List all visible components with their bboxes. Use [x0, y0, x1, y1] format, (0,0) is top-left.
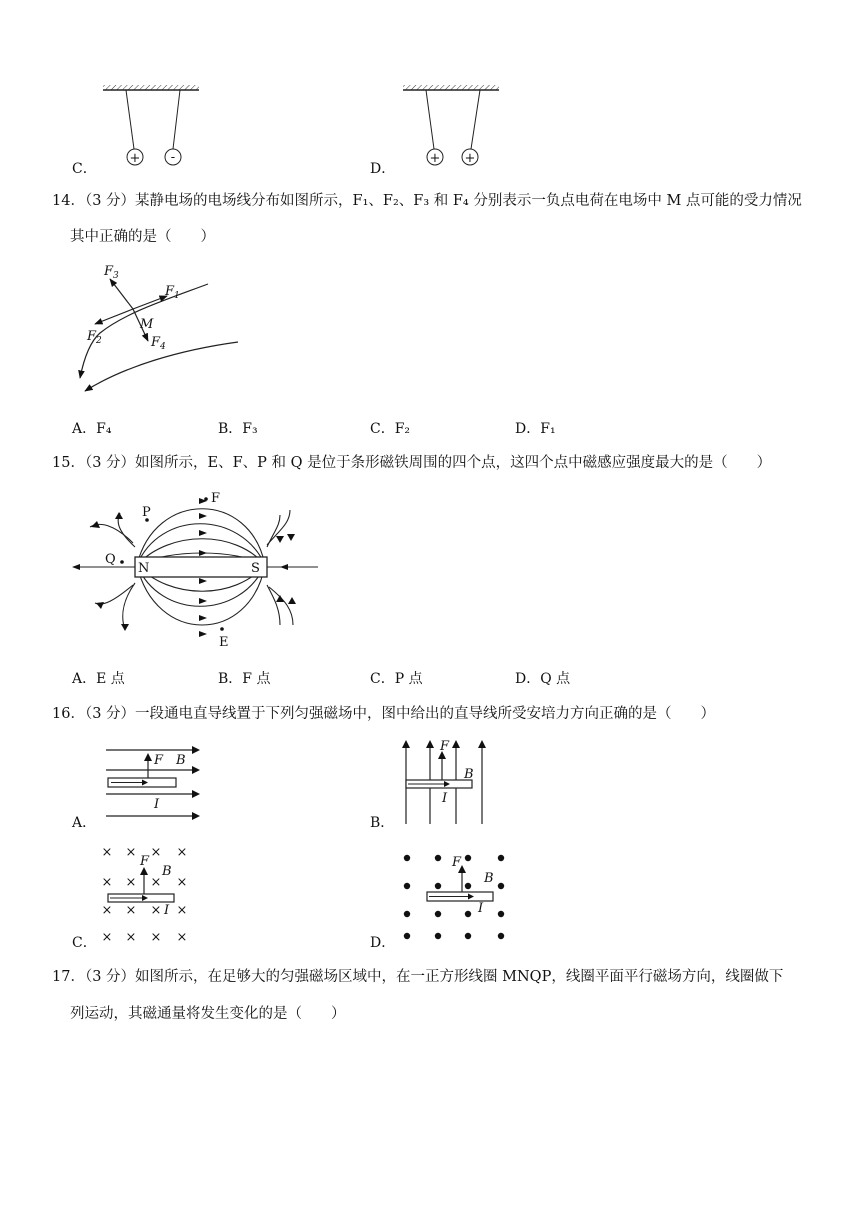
q17-stem-line2: 列运动，其磁通量将发生变化的是（ ） — [70, 1006, 346, 1022]
label-f3: $F_3$ — [104, 264, 119, 281]
d-label-i: I — [478, 901, 484, 916]
q15-stem: 15．（3 分）如图所示，E、F、P 和 Q 是位于条形磁铁周围的四个点，这四个点中磁感应强度最大的是（ ） — [52, 455, 772, 471]
label-f4: $F_4$ — [151, 335, 166, 352]
q16-figure-a — [104, 744, 204, 824]
c-label-f: F — [140, 854, 150, 869]
a-label-b: B — [176, 753, 186, 768]
b-label-i: I — [442, 791, 448, 806]
svg-text:×: × — [125, 875, 137, 890]
force-f3-arrow — [110, 279, 133, 309]
q13-c-ball-left-sign: + — [129, 151, 141, 166]
q16-option-d[interactable]: D． — [370, 935, 396, 951]
point-e-label: E — [219, 635, 229, 650]
q13-option-d-label: D． — [370, 161, 396, 177]
d-label-b: B — [484, 871, 494, 886]
q14-stem-line2: 其中正确的是（ ） — [70, 229, 215, 245]
q16-figure-d — [400, 850, 505, 945]
svg-text:×: × — [101, 845, 113, 860]
c-label-i: I — [164, 903, 170, 918]
c-label-b: B — [162, 864, 172, 879]
q13-option-c-label: C． — [72, 161, 97, 177]
q16-option-c[interactable]: C． — [72, 935, 97, 951]
q16-stem: 16．（3 分）一段通电直导线置于下列匀强磁场中，图中给出的直导线所受安培力方向正确的是（ ） — [52, 706, 716, 722]
b-label-b: B — [464, 767, 474, 782]
q16-option-b[interactable]: B． — [370, 815, 395, 831]
q15-option-a[interactable]: A．E 点 — [72, 671, 125, 687]
bar-magnet — [135, 557, 267, 577]
q14-stem-line1: 14．（3 分）某静电场的电场线分布如图所示，F₁、F₂、F₃ 和 F₄ 分别表示一负点电荷在电场中 M 点可能的受力情况 — [52, 193, 802, 209]
q17-stem-line1: 17．（3 分）如图所示，在足够大的匀强磁场区域中，在一正方形线圈 MNQP，线圈平面平行磁场方向，线圈做下 — [52, 969, 784, 985]
q14-option-d[interactable]: D．F₁ — [515, 421, 556, 437]
a-label-i: I — [154, 797, 160, 812]
q13-figure-c — [98, 80, 208, 172]
q14-option-c[interactable]: C．F₂ — [370, 421, 411, 437]
point-q-label: Q — [105, 552, 116, 567]
svg-text:×: × — [176, 903, 188, 918]
svg-text:×: × — [101, 930, 113, 945]
point-p-label: P — [142, 505, 151, 520]
q15-option-c[interactable]: C．P 点 — [370, 671, 423, 687]
q14-option-b[interactable]: B．F₃ — [218, 421, 258, 437]
q14-field-figure — [70, 258, 250, 393]
q14-option-a[interactable]: A．F₄ — [72, 421, 112, 437]
q13-d-ball-left-sign: + — [429, 151, 441, 166]
q15-magnet-figure — [75, 485, 325, 655]
label-m: M — [140, 317, 154, 332]
label-f1: $F_1$ — [165, 284, 180, 301]
svg-text:×: × — [101, 875, 113, 890]
q16-figure-b — [400, 738, 495, 826]
svg-text:×: × — [150, 930, 162, 945]
svg-text:×: × — [176, 845, 188, 860]
svg-text:×: × — [125, 845, 137, 860]
q15-option-b[interactable]: B．F 点 — [218, 671, 271, 687]
force-f1-arrow — [133, 296, 167, 309]
q13-d-ball-right-sign: + — [464, 151, 476, 166]
svg-text:×: × — [150, 845, 162, 860]
magnet-s-pole: S — [251, 561, 260, 576]
b-label-f: F — [440, 739, 450, 754]
q16-option-a[interactable]: A． — [72, 815, 97, 831]
point-f-label: F — [211, 491, 221, 506]
label-f2: $F_2$ — [87, 329, 102, 346]
svg-text:×: × — [101, 903, 113, 918]
svg-text:×: × — [176, 875, 188, 890]
svg-text:×: × — [125, 903, 137, 918]
svg-text:×: × — [150, 875, 162, 890]
svg-text:×: × — [176, 930, 188, 945]
q13-c-ball-right-sign: - — [170, 150, 176, 165]
magnet-n-pole: N — [138, 561, 150, 576]
a-label-f: F — [154, 753, 164, 768]
d-label-f: F — [452, 855, 462, 870]
q16-figure-c — [100, 842, 195, 947]
svg-text:×: × — [150, 903, 162, 918]
svg-text:×: × — [125, 930, 137, 945]
q15-option-d[interactable]: D．Q 点 — [515, 671, 571, 687]
q13-figure-d — [398, 80, 508, 172]
